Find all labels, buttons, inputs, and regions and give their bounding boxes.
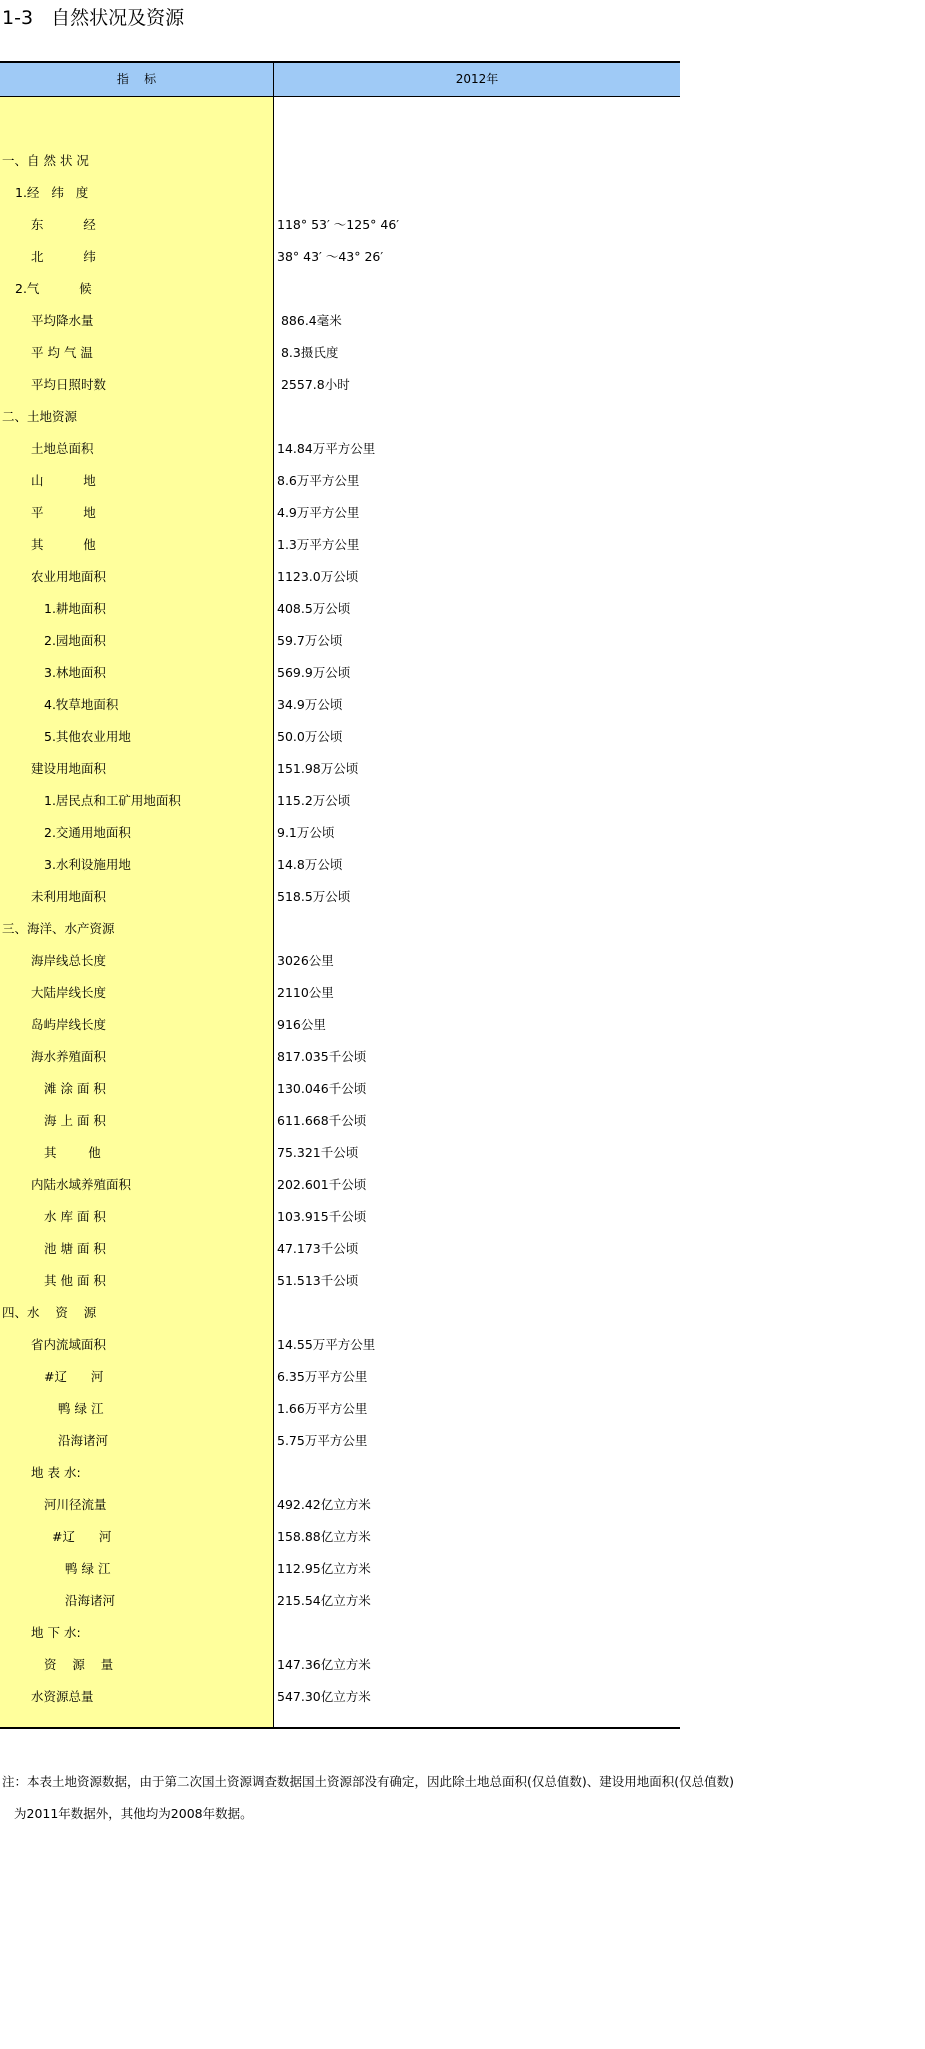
row-label: #辽 河 [44,1369,104,1384]
row-value: 202.601千公顷 [277,1177,367,1192]
row-value: 115.2万公顷 [277,793,351,808]
table-row [0,1233,680,1265]
row-value: 14.84万平方公里 [277,441,376,456]
row-label: 二、土地资源 [2,409,78,424]
row-label: 滩 涂 面 积 [44,1081,106,1096]
table-row [0,625,680,657]
table-row [0,1393,680,1425]
table-row [0,433,680,465]
row-value: 75.321千公顷 [277,1145,359,1160]
row-label: 地 下 水: [31,1625,81,1640]
row-value: 158.88亿立方米 [277,1529,371,1544]
row-label: 海岸线总长度 [31,953,107,968]
row-value: 14.8万公顷 [277,857,343,872]
row-label: 2.交通用地面积 [44,825,131,840]
row-label: 省内流域面积 [31,1337,107,1352]
table-row [0,1553,680,1585]
table-row [0,1649,680,1681]
row-label: 海 上 面 积 [44,1113,106,1128]
row-value: 5.75万平方公里 [277,1433,368,1448]
row-value: 147.36亿立方米 [277,1657,371,1672]
table-row [0,945,680,977]
row-value: 151.98万公顷 [277,761,359,776]
table-row [0,1201,680,1233]
table-header [0,63,680,97]
table-row [0,1585,680,1617]
table-row [0,593,680,625]
header-indicator: 指 标 [116,72,157,86]
row-label: 大陆岸线长度 [31,985,107,1000]
row-label: 平 均 气 温 [31,345,93,360]
row-label: 鸭 绿 江 [58,1401,104,1416]
table-row [0,561,680,593]
row-label: 北 纬 [31,249,96,264]
row-value: 103.915千公顷 [277,1209,367,1224]
row-label: 沿海诸河 [58,1433,109,1448]
row-label: 未利用地面积 [31,889,107,904]
table-row [0,1073,680,1105]
row-label: 其 他 [31,537,96,552]
row-label: 河川径流量 [44,1497,107,1512]
row-value: 14.55万平方公里 [277,1337,376,1352]
row-value: 47.173千公顷 [277,1241,359,1256]
table-row [0,753,680,785]
row-value: 916公里 [277,1017,326,1032]
row-label: 鸭 绿 江 [65,1561,111,1576]
row-value: 886.4毫米 [277,313,342,328]
row-value: 130.046千公顷 [277,1081,367,1096]
row-value: 34.9万公顷 [277,697,343,712]
row-value: 215.54亿立方米 [277,1593,371,1608]
row-value: 51.513千公顷 [277,1273,359,1288]
table-row [0,465,680,497]
table-row [0,1105,680,1137]
row-value: 1.3万平方公里 [277,537,360,552]
table-row [0,977,680,1009]
row-label: 1.居民点和工矿用地面积 [44,793,181,808]
row-value: 50.0万公顷 [277,729,343,744]
header-year: 2012年 [455,72,499,86]
table-row [0,529,680,561]
row-value: 2110公里 [277,985,334,1000]
row-label: 2.园地面积 [44,633,106,648]
table-row [0,1009,680,1041]
table-row [0,1521,680,1553]
table-row [0,1489,680,1521]
row-value: 4.9万平方公里 [277,505,360,520]
table-row [0,241,680,273]
row-value: 8.6万平方公里 [277,473,360,488]
column-divider [273,63,274,1727]
row-label: 沿海诸河 [65,1593,116,1608]
table-row [0,1265,680,1297]
row-label: 5.其他农业用地 [44,729,131,744]
row-value: 112.95亿立方米 [277,1561,371,1576]
row-value: 6.35万平方公里 [277,1369,368,1384]
row-value: 408.5万公顷 [277,601,351,616]
table-row [0,881,680,913]
row-value: 817.035千公顷 [277,1049,367,1064]
table-row [0,1457,680,1489]
row-value: 118° 53′ ～125° 46′ [277,217,400,232]
row-label: 水 库 面 积 [44,1209,106,1224]
row-label: 水资源总量 [31,1689,94,1704]
statistics-table [0,61,680,1729]
row-label: 土地总面积 [31,441,94,456]
row-label: 地 表 水: [31,1465,81,1480]
row-label: 池 塘 面 积 [44,1241,106,1256]
row-value: 518.5万公顷 [277,889,351,904]
row-label: 三、海洋、水产资源 [2,921,115,936]
footnote-line-1: 注：本表土地资源数据，由于第二次国土资源调查数据国土资源部没有确定，因此除土地总面积(仅总值数)、建设用地面积(仅总值数) [2,1774,735,1789]
table-row [0,1361,680,1393]
row-value: 9.1万公顷 [277,825,335,840]
table-row [0,817,680,849]
row-value: 1.66万平方公里 [277,1401,368,1416]
table-row [0,1297,680,1329]
table-row [0,497,680,529]
row-label: 其 他 [44,1145,101,1160]
row-label: 平均日照时数 [31,377,107,392]
row-label: 四、水 资 源 [2,1305,97,1320]
row-label: 一、自 然 状 况 [2,153,89,168]
row-value: 492.42亿立方米 [277,1497,371,1512]
row-value: 59.7万公顷 [277,633,343,648]
row-value: 569.9万公顷 [277,665,351,680]
table-row [0,1681,680,1713]
table-row [0,145,680,177]
row-label: 3.水利设施用地 [44,857,131,872]
footnote-line-2: 为2011年数据外，其他均为2008年数据。 [14,1806,253,1821]
table-row [0,1329,680,1361]
table-row [0,785,680,817]
row-label: 农业用地面积 [31,569,107,584]
row-value: 547.30亿立方米 [277,1689,371,1704]
row-label: 4.牧草地面积 [44,697,119,712]
row-label: #辽 河 [52,1529,112,1544]
row-value: 38° 43′ ～43° 26′ [277,249,384,264]
row-label: 1.耕地面积 [44,601,106,616]
row-value: 3026公里 [277,953,334,968]
table-row [0,401,680,433]
table-row [0,209,680,241]
row-value: 2557.8小时 [277,377,350,392]
table-row [0,1169,680,1201]
table-row [0,657,680,689]
row-label: 海水养殖面积 [31,1049,107,1064]
row-label: 东 经 [31,217,96,232]
row-label: 山 地 [31,473,96,488]
row-value: 8.3摄氏度 [277,345,339,360]
table-row [0,273,680,305]
row-label: 资 源 量 [44,1657,114,1672]
table-row [0,1617,680,1649]
table-row [0,913,680,945]
table-row [0,369,680,401]
row-value: 611.668千公顷 [277,1113,367,1128]
row-label: 平均降水量 [31,313,94,328]
row-label: 内陆水域养殖面积 [31,1177,132,1192]
table-row [0,337,680,369]
row-label: 其 他 面 积 [44,1273,106,1288]
table-row [0,1041,680,1073]
table-row [0,1137,680,1169]
table-row [0,305,680,337]
row-label: 岛屿岸线长度 [31,1017,107,1032]
table-row [0,849,680,881]
row-label: 平 地 [31,505,96,520]
row-label: 建设用地面积 [31,761,107,776]
row-label: 1.经 纬 度 [15,185,89,200]
table-row [0,177,680,209]
table-row [0,1425,680,1457]
page-title: 1-3 自然状况及资源 [2,7,185,29]
row-value: 1123.0万公顷 [277,569,359,584]
row-label: 2.气 候 [15,281,92,296]
table-row [0,721,680,753]
table-row [0,689,680,721]
row-label: 3.林地面积 [44,665,106,680]
